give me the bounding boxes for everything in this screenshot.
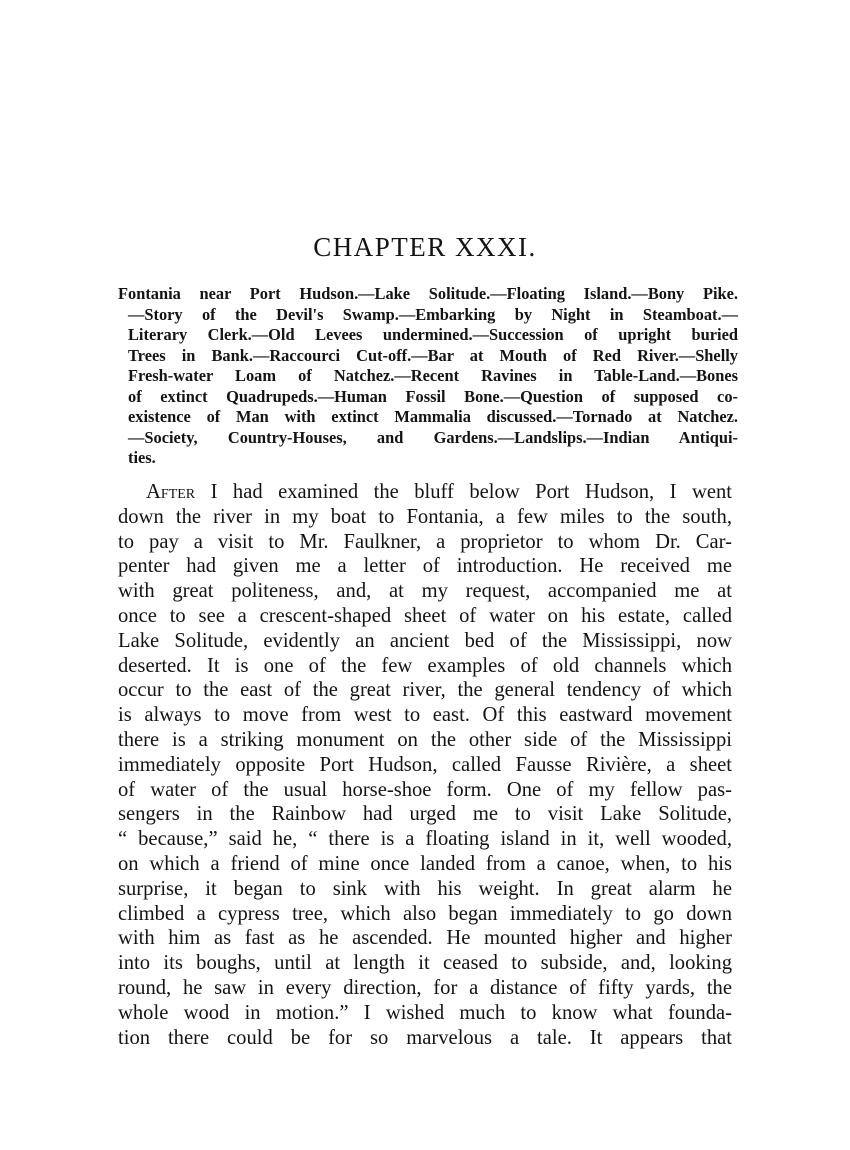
body-paragraph — [118, 480, 732, 1050]
body-line: surprise, it began to sink with his weight. In great alarm he — [118, 877, 732, 900]
body-line: sengers in the Rainbow had urged me to visit Lake Solitude, — [118, 803, 732, 826]
body-line: into its boughs, until at length it ceased to subside, and, looking — [118, 952, 732, 975]
body-line: there is a striking monument on the other side of the Mississippi — [118, 728, 732, 751]
body-line: immediately opposite Port Hudson, called Fausse Rivière, a sheet — [118, 753, 732, 776]
body-line: with him as fast as he ascended. He mounted higher and higher — [118, 927, 732, 950]
summary-line: —Story of the Devil's Swamp.—Embarking by Night in Steamboat.— — [128, 304, 738, 324]
body-line: is always to move from west to east. Of this eastward movement — [118, 704, 732, 727]
body-line: deserted. It is one of the few examples of old channels which — [118, 654, 732, 677]
body-line: on which a friend of mine once landed from a canoe, when, to his — [118, 852, 732, 875]
opening-word: After — [146, 481, 196, 503]
body-line: Lake Solitude, evidently an ancient bed of the Mississippi, now — [118, 629, 732, 652]
body-line: to pay a visit to Mr. Faulkner, a proprietor to whom Dr. Car- — [118, 530, 732, 553]
body-line: down the river in my boat to Fontania, a few miles to the south, — [118, 505, 732, 528]
summary-line: ties. — [128, 448, 156, 467]
chapter-summary — [118, 284, 738, 469]
body-line: climbed a cypress tree, which also began immediately to go down — [118, 902, 732, 925]
summary-line: Fresh-water Loam of Natchez.—Recent Ravines in Table-Land.—Bones — [128, 366, 738, 385]
body-line: “ because,” said he, “ there is a floating island in it, well wooded, — [118, 828, 732, 851]
body-line: whole wood in motion.” I wished much to know what founda- — [118, 1001, 732, 1024]
body-line: tion there could be for so marvelous a tale. It appears that — [118, 1026, 732, 1049]
summary-line: existence of Man with extinct Mammalia discussed.—Tornado at Natchez. — [128, 407, 738, 426]
summary-line: Fontania near Port Hudson.—Lake Solitude.—Floating Island.—Bony Pike. — [118, 284, 738, 303]
chapter-title: CHAPTER XXXI. — [313, 232, 537, 262]
summary-line: —Society, Country-Houses, and Gardens.—Landslips.—Indian Antiqui- — [128, 427, 738, 447]
body-line: once to see a crescent-shaped sheet of water on his estate, called — [118, 604, 732, 627]
summary-line: Literary Clerk.—Old Levees undermined.—Succession of upright buried — [128, 325, 738, 344]
body-line: penter had given me a letter of introduction. He received me — [118, 555, 732, 578]
body-line: with great politeness, and, at my request, accompanied me at — [118, 580, 732, 603]
body-line — [118, 480, 732, 505]
summary-line: Trees in Bank.—Raccourci Cut-off.—Bar at Mouth of Red River.—Shelly — [128, 345, 738, 365]
body-line: occur to the east of the great river, the general tendency of which — [118, 679, 732, 702]
first-line-text: I had examined the bluff below Port Hudson, I went — [195, 481, 732, 503]
summary-line: of extinct Quadrupeds.—Human Fossil Bone.—Question of supposed co- — [128, 386, 738, 406]
body-line: of water of the usual horse-shoe form. One of my fellow pas- — [118, 778, 732, 801]
body-line: round, he saw in every direction, for a distance of fifty yards, the — [118, 976, 732, 999]
